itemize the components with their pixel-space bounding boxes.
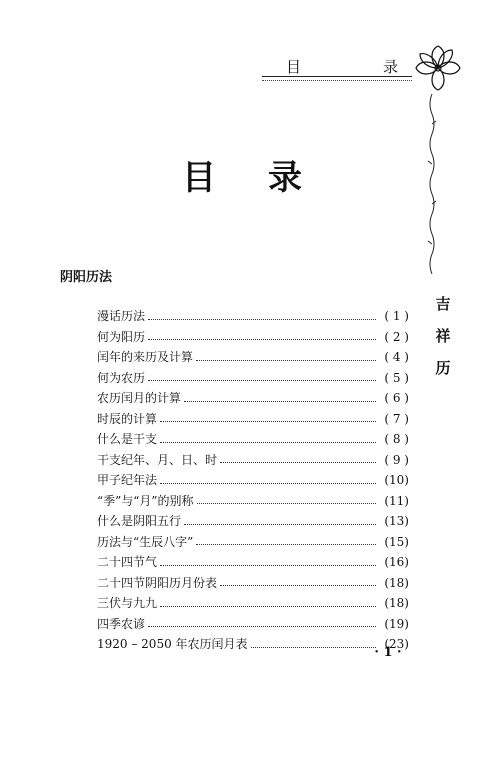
toc-entry-title: 漫话历法 [97,309,146,323]
toc-entry-page: ( 5 ) [384,370,409,385]
toc-leader [148,372,376,381]
toc-entry[interactable] [97,492,409,513]
toc-entry-title: 什么是干支 [97,432,158,446]
toc-entry-page: (23) [384,637,409,651]
toc-entry-page: (19) [384,616,409,631]
toc-leader [220,577,376,586]
toc-leader [251,639,376,648]
toc-entry-title: 时辰的计算 [97,411,158,426]
toc-entry-title: 干支纪年、月、日、时 [97,452,218,467]
toc-entry[interactable] [97,594,409,615]
toc-entry-page: ( 4 ) [384,350,409,364]
toc-entry-page: (13) [384,514,409,528]
toc-entry-title: 何为阳历 [97,329,146,344]
toc-entry-title: 二十四节阴阳历月份表 [97,575,218,590]
toc-entry-title: 甲子纪年法 [97,473,158,487]
toc-entry[interactable] [97,635,409,656]
toc-entry-title: 什么是阴阳五行 [97,514,182,528]
toc-leader [160,475,376,484]
toc-entry-page: ( 2 ) [384,329,409,344]
side-title-char: 历 [435,359,451,377]
toc-entry[interactable] [97,471,409,492]
toc-entry[interactable] [97,430,409,451]
toc-leader [184,516,376,525]
toc-leader [160,413,376,422]
toc-entry-page: ( 1 ) [384,309,409,323]
running-header [286,56,398,77]
running-header-right: 录 [382,58,398,76]
toc-entry[interactable] [97,512,409,533]
toc-leader [160,598,376,607]
section-heading: 阴阳历法 [60,270,113,285]
header-dotted-rule [262,80,412,81]
toc-leader [184,393,376,402]
toc-entry[interactable] [97,348,409,369]
toc-leader [196,536,376,545]
toc-entry-title: 四季农谚 [97,616,146,631]
toc-entry[interactable] [97,574,409,595]
toc-leader [220,454,376,463]
toc-leader [160,434,376,443]
running-header-left: 目 [286,58,302,76]
toc-entry-title: 历法与“生辰八字” [97,534,194,549]
toc-entry-title: 1920 – 2050 年农历闰月表 [97,637,248,651]
toc-entry-page: ( 9 ) [384,452,409,467]
toc-entry[interactable] [97,451,409,472]
side-book-title [432,288,454,384]
toc-entry-title: “季”与“月”的别称 [97,493,194,508]
toc-entry[interactable] [97,410,409,431]
toc-entry-title: 何为农历 [97,370,146,385]
toc-entry-page: (11) [384,493,409,508]
header-rule [262,76,412,77]
toc-entry-title: 三伏与九九 [97,596,158,610]
toc-entry[interactable] [97,533,409,554]
toc-entry-title: 闰年的来历及计算 [97,350,194,364]
toc-leader [160,557,376,566]
toc-entry[interactable] [97,369,409,390]
toc-leader [148,618,376,627]
toc-entry-page: (15) [384,534,409,549]
toc-leader [148,311,376,320]
toc-entry-page: ( 7 ) [384,411,409,426]
toc-entry[interactable] [97,307,409,328]
flower-ornament-icon [412,42,464,94]
page-title [182,150,302,199]
toc-leader [196,352,376,361]
toc-entry-page: ( 8 ) [384,432,409,446]
toc-entry-page: (16) [384,555,409,569]
toc-leader [197,495,376,504]
side-title-char: 吉 [435,295,451,313]
toc-entry-page: (10) [384,473,409,487]
page-title-right: 录 [268,158,302,198]
toc-entry-page: (18) [384,575,409,590]
toc-entry-page: (18) [384,596,409,610]
toc-entry[interactable] [97,328,409,349]
toc-entry-title: 农历闰月的计算 [97,391,182,405]
side-title-char: 祥 [435,327,451,345]
page-number: · 1 · [374,645,402,660]
toc-entry[interactable] [97,389,409,410]
toc-entry[interactable] [97,553,409,574]
toc-entry-title: 二十四节气 [97,555,158,569]
page-title-left: 目 [182,158,216,198]
vine-ornament-icon [424,94,440,274]
toc-leader [148,331,376,340]
toc-entry-page: ( 6 ) [384,391,409,405]
toc-entry[interactable] [97,615,409,636]
table-of-contents [97,307,409,656]
